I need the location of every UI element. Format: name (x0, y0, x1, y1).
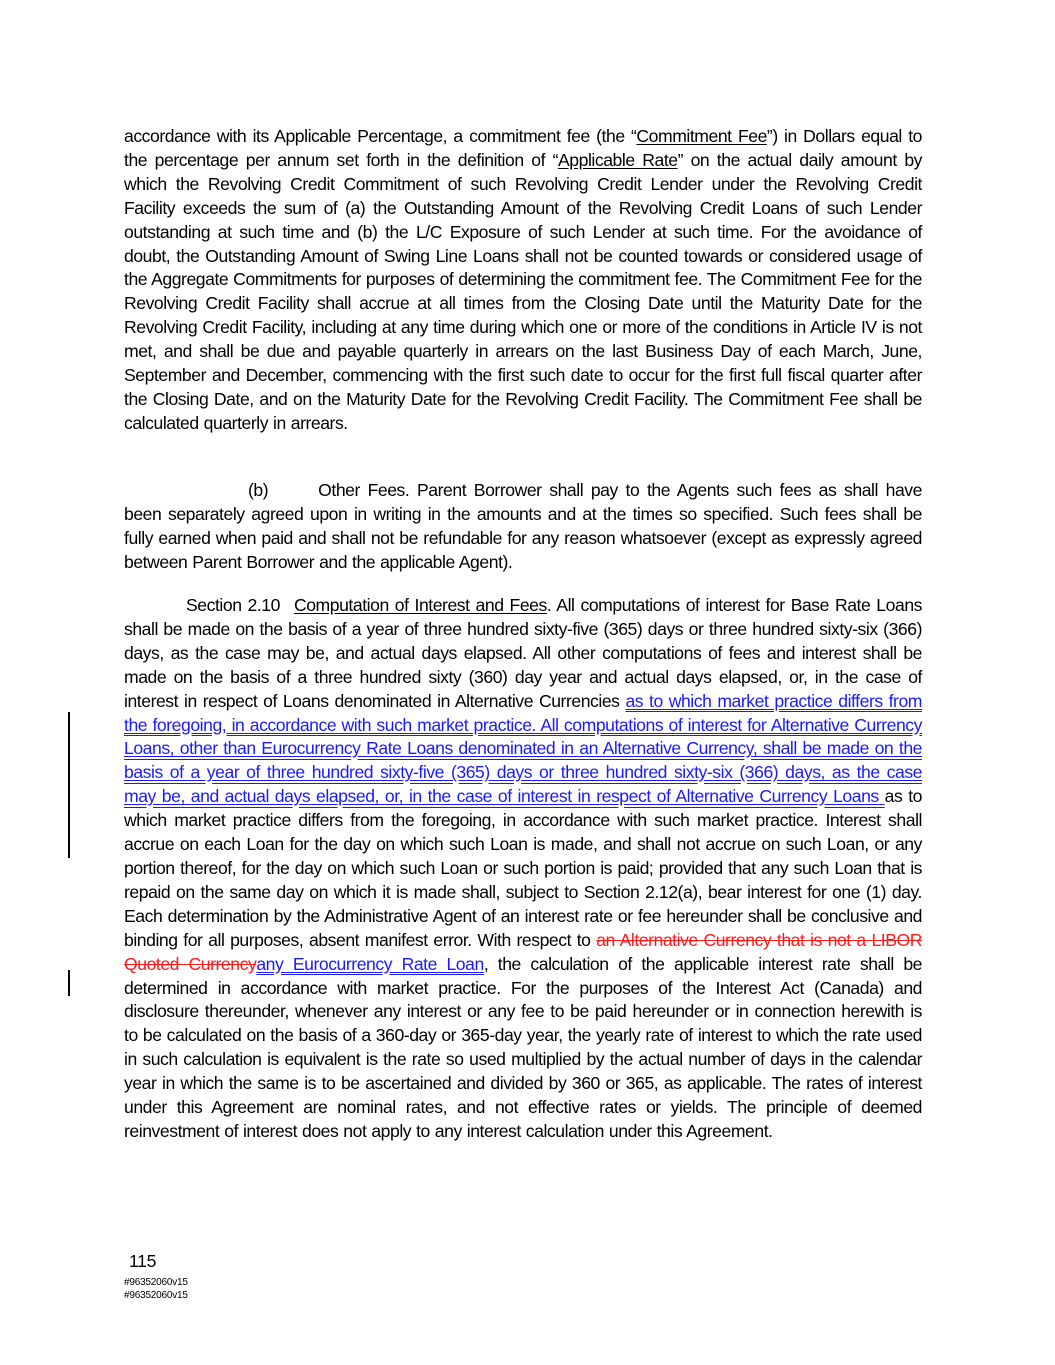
change-bar (68, 970, 70, 996)
defined-term-applicable-rate: Applicable Rate (557, 149, 678, 170)
commitment-fee-paragraph (124, 125, 922, 436)
section-2-10-paragraph (124, 594, 922, 1144)
clause-label: (b) (248, 480, 269, 500)
section-number: Section 2.10 (186, 595, 280, 615)
clause-heading: Other Fees (318, 480, 405, 500)
inserted-text: any Eurocurrency Rate Loan (256, 953, 484, 974)
para-text: . Parent Borrower shall pay to the Agents such fees as shall have been separately agreed upon in writing in the amounts and at the times so specified. Such fees shall be fully earned when paid and shall not be refundable for any reason whatsoever (except as expressly agreed between Parent Borrower and the applicable Agent). (124, 480, 922, 572)
document-id: #96352060v15 (124, 1290, 188, 1301)
defined-term-commitment-fee: Commitment Fee (636, 126, 767, 146)
section-heading: Computation of Interest and Fees (293, 595, 547, 615)
para-text: . All computations of interest for Base Rate Loans shall be made on the basis of a year of three hundred sixty-five (365) days or three hundred sixty-six (366) days, as the case may be, and actual days elapsed. All other computations of fees and interest shall be made on the basis of a three hundred sixty (360) day year and actual days elapsed, or, in the case of interest in respect of Loans denominated in Alternative Currencies (124, 595, 922, 711)
document-id: #96352060v15 (124, 1277, 188, 1288)
deleted-text: an Alternative Currency that is not a LIBOR Quoted Currency (124, 929, 922, 974)
para-text: accordance with its Applicable Percentage, a commitment fee (the “ (124, 126, 637, 146)
para-text: , the calculation of the applicable interest rate shall be determined in accordance with market practice. For the purposes of the Interest Act (Canada) and disclosure thereunder, whenever any interest or any fee to be paid hereunder or in connection herewith is to be calculated on the basis of a 360-day or 365-day year, the yearly rate of interest to which the rate used in such calculation is equivalent is the rate so used multiplied by the actual number of days in the calendar year in which the same is to be ascertained and divided by 360 or 365, as applicable. The rates of interest under this Agreement are nominal rates, and not effective rates or yields. The principle of deemed reinvestment of interest does not apply to any interest calculation under this Agreement. (124, 953, 923, 1141)
para-text: ”) in Dollars equal to the percentage per annum set forth in the definition of “ (124, 126, 922, 170)
para-text: as to which market practice differs from the foregoing, in accordance with such market practice. Interest shall accrue on each Loan for the day on which such Loan is made, and shall not accrue on such Loan, or any portion thereof, for the day on which such Loan or such portion is paid; provided that any such Loan that is repaid on the same day on which it is made shall, subject to Section 2.12(a), bear interest for one (1) day. Each determination by the Administrative Agent of an interest rate or fee hereunder shall be conclusive and binding for all purposes, absent manifest error. With respect to (124, 786, 922, 950)
other-fees-paragraph (124, 479, 922, 575)
inserted-text: as to which market practice differs from the foregoing, in accordance with such market practice. All computations of interest for Alternative Currency Loans, other than Eurocurrency Rate Loans denominated in an Alternative Currency, shall be made on the basis of a year of three hundred sixty-five (365) days or three hundred sixty-six (366) days, as the case may be, and actual days elapsed, or, in the case of interest in respect of Alternative Currency Loans (124, 690, 922, 807)
change-bar (68, 712, 70, 858)
page-number: 115 (129, 1251, 157, 1271)
para-text: ” on the actual daily amount by which the Revolving Credit Commitment of such Revolving Credit Lender under the Revolving Credit Facility exceeds the sum of (a) the Outstanding Amount of the Revolving Credit Loans of such Lender outstanding at such time and (b) the L/C Exposure of such Lender at such time. For the avoidance of doubt, the Outstanding Amount of Swing Line Loans shall not be counted towards or considered usage of the Aggregate Commitments for purposes of determining the commitment fee. The Commitment Fee for the Revolving Credit Facility shall accrue at all times from the Closing Date until the Maturity Date for the Revolving Credit Facility, including at any time during which one or more of the conditions in Article IV is not met, and shall be due and payable quarterly in arrears on the last Business Day of each March, June, September and December, commencing with the first such date to occur for the first full fiscal quarter after the Closing Date, and on the Maturity Date for the Revolving Credit Facility. The Commitment Fee shall be calculated quarterly in arrears. (124, 149, 923, 433)
